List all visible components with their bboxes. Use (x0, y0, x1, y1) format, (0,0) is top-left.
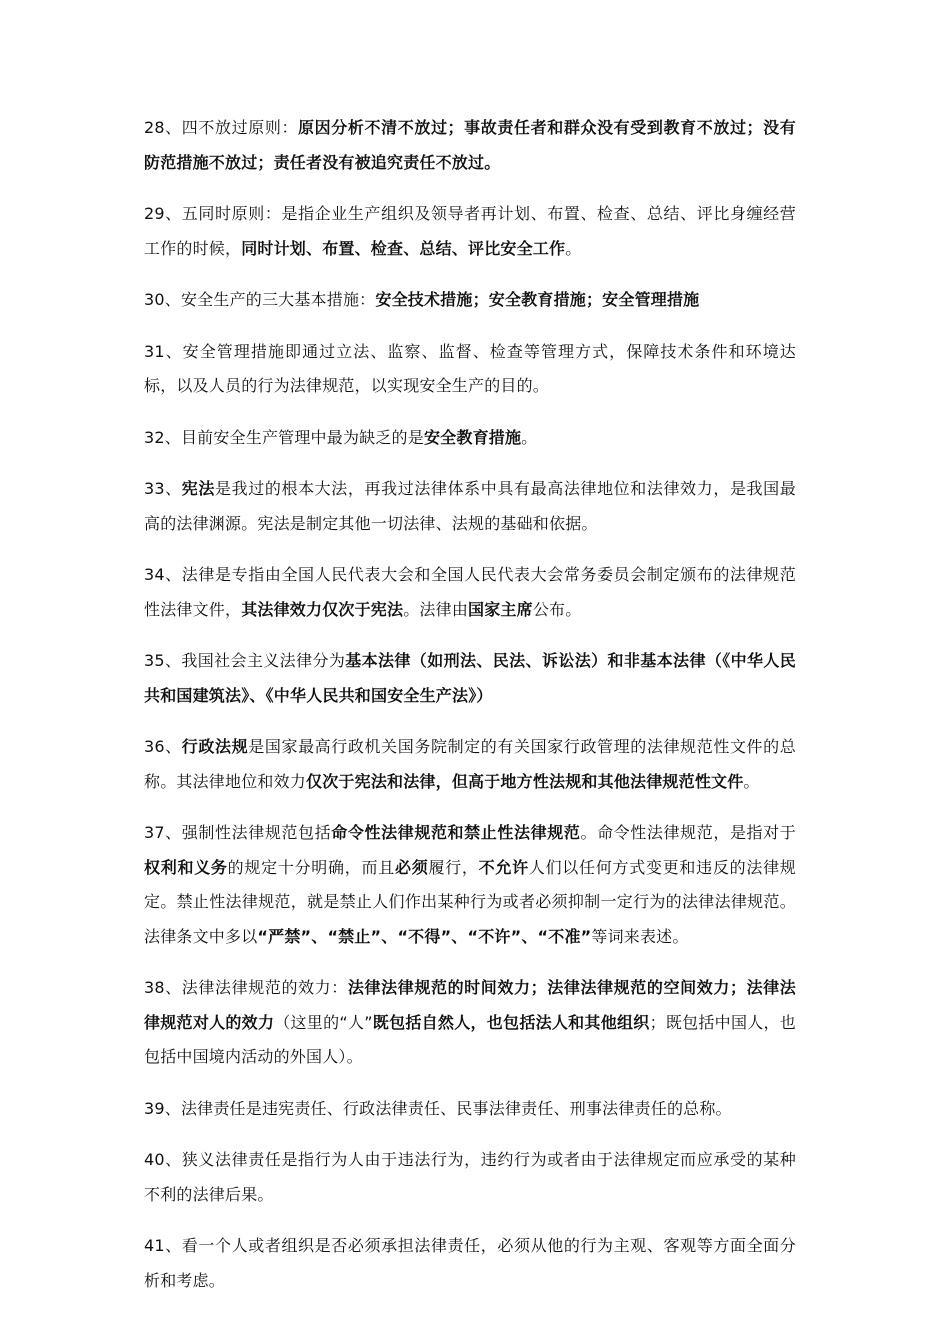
bold-text-segment: 安全技术措施；安全教育措施；安全管理措施 (375, 290, 700, 309)
bold-text-segment: 权利和义务 (144, 857, 228, 877)
bold-text-segment: 同时计划、布置、检查、总结、评比安全工作 (241, 238, 566, 258)
text-segment: 41、看一个人或者组织是否必须承担法律责任，必须从他的行为主观、客观等方面全面分析和考虑。 (144, 1236, 796, 1290)
bold-text-segment: 法律法律规范的时间效力；法律法律规范的空间效力；法律法律规范对人的效力 (144, 978, 796, 1032)
text-segment: 是我过的根本大法，再我过法律体系中具有最高法律地位和法律效力，是我国最高的法律渊源。宪法是制定其他一切法律、法规的基础和依据。 (144, 479, 796, 533)
item-31 (144, 335, 796, 404)
bold-text-segment: 其法律效力仅次于宪法 (241, 599, 404, 619)
text-segment: （这里的“人” (274, 1012, 373, 1032)
item-35 (144, 644, 796, 713)
bold-text-segment: 国家主席 (468, 599, 533, 619)
bold-text-segment: 既包括自然人，也包括法人和其他组织 (372, 1012, 650, 1032)
bold-text-segment: 不允许 (478, 857, 529, 877)
item-36 (144, 730, 796, 799)
item-41 (144, 1229, 796, 1298)
text-segment: 。 (565, 238, 582, 258)
bold-text-segment: 原因分析不清不放过；事故责任者和群众没有受到教育不放过；没有防范措施不放过；责任者没有被追究责任不放过。 (144, 118, 796, 172)
text-segment: 30、安全生产的三大基本措施： (144, 290, 376, 309)
bold-text-segment: 必须 (394, 857, 429, 877)
bold-text-segment: 仅次于宪法和法律，但高于地方性法规和其他法律规范性文件 (306, 771, 744, 791)
text-segment: 履行， (428, 857, 479, 877)
bold-text-segment: 行政法规 (181, 737, 249, 756)
text-segment: 的规定十分明确，而且 (227, 857, 395, 877)
item-29 (144, 197, 796, 266)
item-37 (144, 816, 796, 954)
text-segment: 37、强制性法律规范包括 (144, 823, 332, 842)
item-39 (144, 1092, 796, 1127)
text-segment: ；既包括中国人，也包括中国境内活动的外国人）。 (144, 1012, 797, 1066)
bold-text-segment: “严禁”、“禁止”、“不得”、“不许”、“不准” (257, 926, 592, 946)
bold-text-segment: 基本法律（如刑法、民法、诉讼法）和非基本法律（《中华人民共和国建筑法》、《中华人民共和国安全生产法》） (144, 651, 796, 705)
text-segment: 36、 (144, 737, 182, 756)
item-33 (144, 472, 796, 541)
text-segment: 。 (743, 771, 760, 791)
bold-text-segment: 宪法 (181, 479, 216, 498)
text-segment: 29、五同时原则：是指企业生产组织及领导者再计划、布置、检查、总结、评比身缠经营工作的时候， (144, 204, 796, 258)
item-list (144, 111, 796, 1298)
text-segment: 40、狭义法律责任是指行为人由于违法行为，违约行为或者由于法律规定而应承受的某种不利的法律后果。 (144, 1150, 796, 1204)
item-28 (144, 111, 796, 180)
document-page (144, 111, 796, 1315)
item-30 (144, 283, 796, 318)
item-38 (144, 971, 796, 1075)
item-32 (144, 421, 796, 456)
item-40 (144, 1143, 796, 1212)
item-34 (144, 558, 796, 627)
text-segment: 31、安全管理措施即通过立法、监察、监督、检查等管理方式，保障技术条件和环境达标，以及人员的行为法律规范，以实现安全生产的目的。 (144, 341, 796, 395)
text-segment: 39、法律责任是违宪责任、行政法律责任、民事法律责任、刑事法律责任的总称。 (144, 1098, 732, 1118)
text-segment: 34、法律是专指由全国人民代表大会和全国人民代表大会常务委员会制定颁布的法律规范性法律文件， (144, 565, 796, 619)
text-segment: 。 (521, 427, 538, 447)
text-segment: 是国家最高行政机关国务院制定的有关国家行政管理的法律规范性文件的总称。其法律地位和效力 (144, 737, 796, 791)
text-segment: 等词来表述。 (591, 926, 689, 946)
text-segment: 35、我国社会主义法律分为 (144, 651, 346, 670)
bold-text-segment: 命令性法律规范和禁止性法律规范 (331, 823, 581, 842)
text-segment: 38、法律法律规范的效力： (144, 978, 348, 997)
text-segment: 28、四不放过原则： (144, 118, 299, 137)
text-segment: 。法律由 (403, 599, 469, 619)
text-segment: 人们以任何方式变更和违反的法律规定。禁止性法律规范，就是禁止人们作出某种行为或者必须抑制一定行为的法律法律规范。法律条文中多以 (144, 857, 796, 946)
text-segment: 。命令性法律规范，是指对于 (580, 823, 796, 842)
text-segment: 公布。 (532, 599, 582, 619)
text-segment: 32、目前安全生产管理中最为缺乏的是 (144, 427, 424, 447)
bold-text-segment: 安全教育措施 (423, 427, 522, 447)
text-segment: 33、 (144, 479, 182, 498)
